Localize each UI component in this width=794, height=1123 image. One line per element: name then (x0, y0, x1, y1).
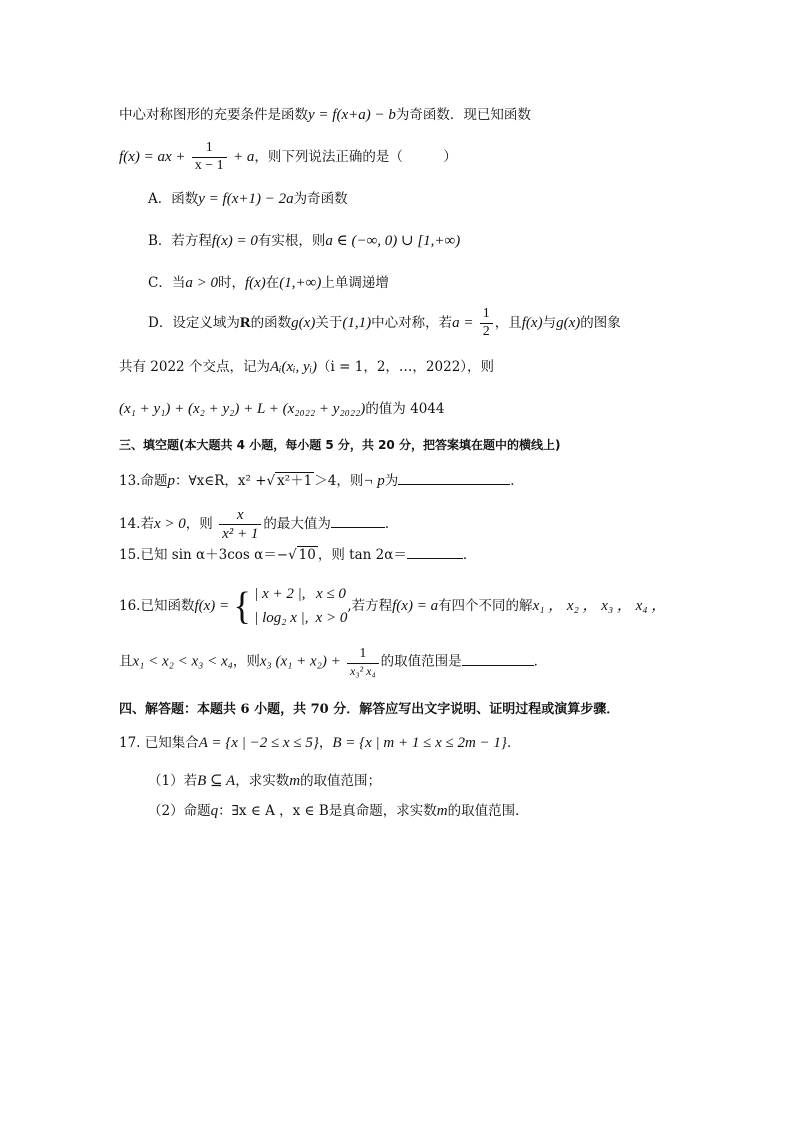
q12-option-b: B．若方程f(x) = 0有实根，则a ∈ (−∞, 0) ∪ [1,+∞) (148, 233, 461, 249)
q16-piecewise: { | x + 2 |, x ≤ 0 | log₂ x |, x > 0 (233, 584, 348, 629)
q16-fraction: $\frac{1}{\text{x₃² x₄}}$ (347, 646, 379, 678)
q17: 17. 已知集合A = {x | −2 ≤ x ≤ 5}，B = {x | m + 1 ≤ x ≤ 2m − 1}． (119, 735, 521, 751)
q12-option-d: D．设定义域为R的函数g(x)关于(1,1)中心对称，若a = $\frac{1}{2}$ ，且f(x)与g(x)的图象 (148, 306, 621, 339)
q12-intro: 中心对称图形的充要条件是函数y = f(x+a) − b为奇函数．现已知函数 (119, 107, 531, 123)
q16: 16.已知函数f(x) = { | x + 2 |, x ≤ 0 | log₂ x |, x > 0 ,若方程f(x) = a有四个不同的解x₁ ， x₂ ， x₃ ， x₄ ， (119, 582, 666, 631)
section-4-title: 四、解答题：本题共 6 小题，共 70 分．解答应写出文字说明、证明过程或演算步骤． (119, 702, 620, 717)
q12-option-a: A．函数y = f(x+1) − 2a为奇函数 (148, 191, 348, 207)
sqrt-symbol: √ (288, 547, 297, 563)
q12-function: f(x) = ax + $\frac{1}{x - 1}$ + a，则下列说法正确的是（ ） (119, 140, 457, 173)
q12-d-fraction: $\frac{1}{2}$ (480, 306, 493, 341)
section-3-title: 三、填空题(本大题共 4 小题，每小题 5 分，共 20 分，把答案填在题中的横线上) (119, 438, 561, 452)
sqrt-symbol: √ (266, 473, 276, 489)
q14-answer-blank[interactable] (331, 515, 385, 528)
q15-answer-blank[interactable] (407, 546, 463, 559)
q17-part1: （1）若B ⊆ A，求实数m的取值范围； (148, 773, 382, 789)
q12-option-d-line2: 共有 2022 个交点，记为Aᵢ(xᵢ, yᵢ)（i = 1，2，…，2022），则 (119, 359, 495, 375)
q16-line2: 且x₁ < x₂ < x₃ < x₄，则x₃ (x₁ + x₂) + $\frac{1}{\text{x₃² x₄}}$ 的取值范围是 ． (119, 646, 548, 678)
q12-option-d-line3: (x₁ + y₁) + (x₂ + y₂) + L + (x₂₀₂₂ + y₂₀₂₂)的值为 4044 (119, 401, 445, 417)
q13-answer-blank[interactable] (398, 472, 510, 485)
q16-answer-blank[interactable] (462, 653, 534, 666)
q12-option-c: C．当a > 0时，f(x)在(1,+∞)上单调递增 (148, 275, 389, 291)
q15: 15.已知 sin α＋3cos α＝−√ 10 ，则 tan 2α＝ ． (119, 547, 477, 563)
q13: 13.命题p：∀x∈R，x² +√ x²＋1 ＞4，则¬ p为 ． (119, 473, 524, 489)
q17-part2: （2）命题q：∃x ∈ A ，x ∈ B是真命题，求实数m的取值范围． (148, 803, 529, 819)
q14-fraction: $\frac{x}{\text{x² + 1}}$ (219, 506, 261, 543)
q12-fraction: $\frac{1}{x - 1}$ (192, 140, 227, 175)
q14: 14.若x > 0，则 $\frac{x}{\text{x² + 1}}$ 的最大值为 ． (119, 507, 399, 542)
